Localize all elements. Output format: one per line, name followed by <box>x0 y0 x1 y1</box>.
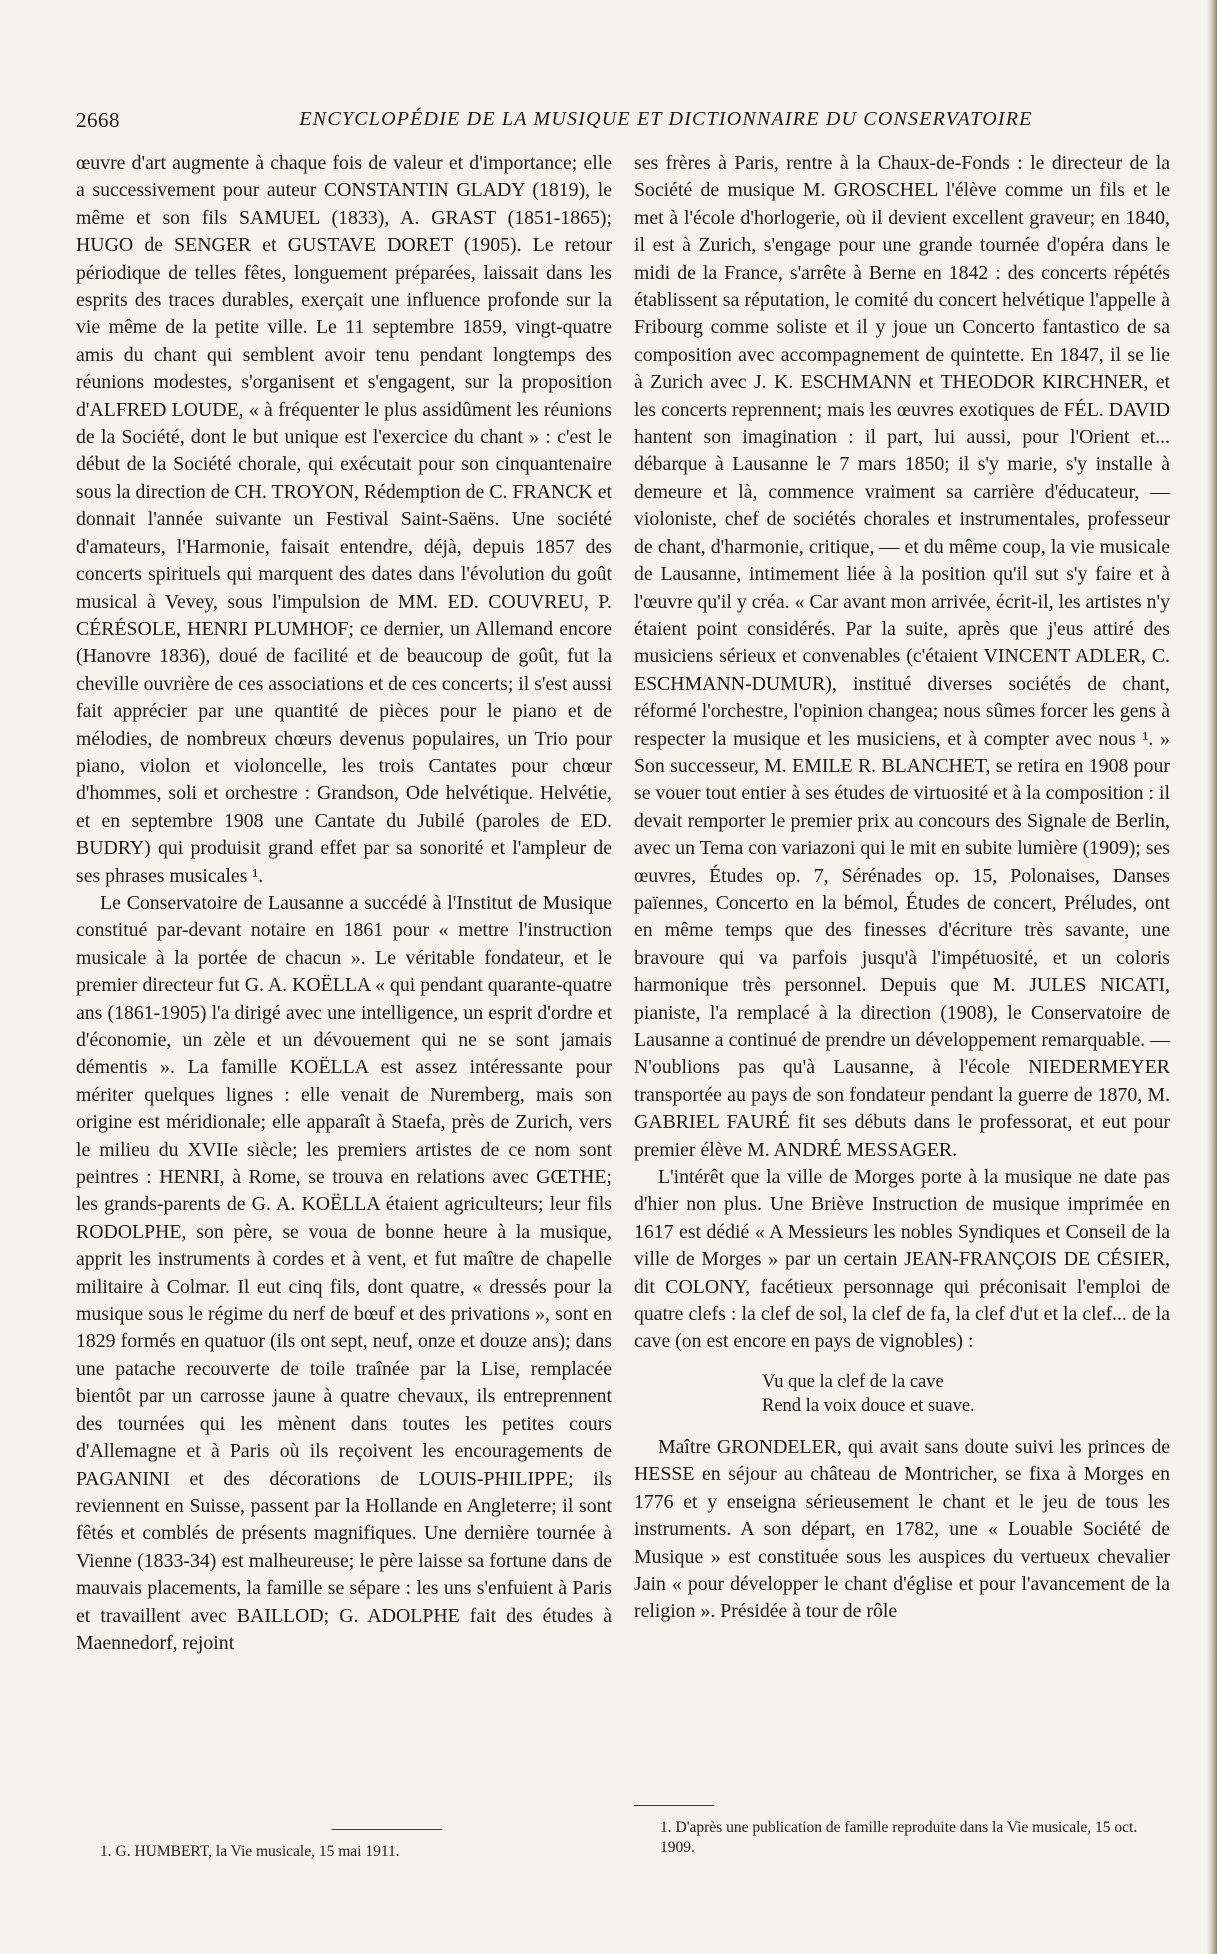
verse-line-1: Vu que la clef de la cave <box>762 1371 944 1392</box>
page-header <box>76 108 1156 138</box>
verse-line-2: Rend la voix douce et suave. <box>762 1395 975 1416</box>
left-paragraph-1: œuvre d'art augmente à chaque fois de valeur et d'importance; elle a successivement pour auteur CONSTANTIN GLADY (1819), le même et son fils SAMUEL (1833), A. GRAST (1851-1865); HUGO de SENGER et GUSTAVE DORET (1905). Le retour périodique de telles fêtes, longuement préparées, laissait dans les esprits des traces durables, exerçait une influence profonde sur la vie même de la petite ville. Le 11 septembre 1859, vingt-quatre amis du chant qui semblent avoir tenu pendant longtemps des réunions modestes, s'organisent et s'engagent, sur la proposition d'ALFRED LOUDE, « à fréquenter le plus assidûment les réunions de la Société, dont le but unique est l'exercice du chant » : c'est le début de la Société chorale, qui exécutait pour son cinquantenaire sous la direction de CH. TROYON, Rédemption de C. FRANCK et donnait l'année suivante un Festival Saint-Saëns. Une société d'amateurs, l'Harmonie, faisait entendre, déjà, depuis 1857 des concerts spirituels qui marquent des dates dans l'évolution du goût musical à Vevey, sous l'impulsion de MM. ED. COUVREU, P. CÉRÉSOLE, HENRI PLUMHOF; ce dernier, un Allemand encore (Hanovre 1836), doué de facilité et de beaucoup de goût, fut la cheville ouvrière de ces associations et de ces concerts; il s'est aussi fait apprécier par une quantité de pièces pour le piano et de mélodies, de nombreux chœurs devenus populaires, un Trio pour piano, violon et violoncelle, les trois Cantates pour chœur d'hommes, soli et orchestre : Grandson, Ode helvétique. Helvétie, et en septembre 1908 une Cantate du Jubilé (paroles de ED. BUDRY) qui produisit grand effet par sa sonorité et l'ampleur de ses phrases musicales ¹. <box>76 152 612 887</box>
footnote-rule-right <box>634 1805 714 1806</box>
right-paragraph-1: ses frères à Paris, rentre à la Chaux-de-Fonds : le directeur de la Société de musique M. GROSCHEL l'élève comme un fils et le met à l'école d'horlogerie, où il devient excellent graveur; en 1840, il est à Zurich, s'engage pour une grande tournée d'opéra dans le midi de la France, s'arrête à Berne en 1842 : des concerts répétés établissent sa réputation, le comité du concert helvétique l'appelle à Fribourg comme soliste et il y joue un Concerto fantastico de sa composition avec accompagnement de quintette. En 1847, il se lie à Zurich avec J. K. ESCHMANN et THEODOR KIRCHNER, et les concerts reprennent; mais les œuvres exotiques de FÉL. DAVID hantent son imagination : il part, lui aussi, pour l'Orient et... débarque à Lausanne le 7 mars 1850; il s'y marie, s'y installe à demeure et là, commence vraiment sa carrière d'éducateur, — violoniste, chef de sociétés chorales et instrumentales, professeur de chant, d'harmonie, critique, — et du même coup, la vie musicale de Lausanne, intimement liée à la position qu'il sut s'y faire et à l'œuvre qu'il y créa. « Car avant mon arrivée, écrit-il, les artistes n'y étaient point considérés. Par la suite, après que j'eus attiré des musiciens sérieux et convenables (c'étaient VINCENT ADLER, C. ESCHMANN-DUMUR), institué diverses sociétés de chant, réformé l'orchestre, l'opinion changea; nous sûmes forcer les gens à respecter la musique et les musiciens, et à compter avec nous ¹. » Son successeur, M. EMILE R. BLANCHET, se retira en 1908 pour se vouer tout entier à ses études de virtuosité et à la composition : il devait remporter le premier prix au concours des Signale de Berlin, avec un Tema con variazoni qui le mit en subite lumière (1909); ses œuvres, Études op. 7, Sérénades op. 15, Polonaises, Danses païennes, Concerto en la bémol, Études de concert, Préludes, ont en même temps que des finesses d'écriture très savante, une bravoure qui va parfois jusqu'à l'impétuosité, et un coloris harmonique très personnel. Depuis que M. JULES NICATI, pianiste, l'a remplacé à la direction (1908), le Conservatoire de Lausanne a continué de prendre un développement remarquable. — N'oublions pas qu'à Lausanne, à l'école NIEDERMEYER transportée au pays de son fondateur pendant la guerre de 1870, M. GABRIEL FAURÉ fit ses débuts dans le professorat, et eut pour premier élève M. ANDRÉ MESSAGER. <box>634 152 1170 1161</box>
running-title: ENCYCLOPÉDIE DE LA MUSIQUE ET DICTIONNAIRE DU CONSERVATOIRE <box>299 108 1033 130</box>
right-paragraph-3: Maître GRONDELER, qui avait sans doute suivi les princes de HESSE en séjour au château de Montricher, se fixa à Morges en 1776 et y enseigna sérieusement le chant et le jeu de tous les instruments. A son départ, en 1782, une « Louable Société de Musique » est constituée sous les auspices du vertueux chevalier Jain « pour développer le chant d'église et pour l'avancement de la religion ». Présidée à tour de rôle <box>634 1435 1170 1623</box>
verse-quote <box>762 1370 1170 1418</box>
footnote-left: 1. G. HUMBERT, la Vie musicale, 15 mai 1911. <box>100 1843 400 1860</box>
right-column <box>634 150 1170 1830</box>
page-number: 2668 <box>76 108 120 132</box>
footnote-right: 1. D'après une publication de famille reproduite dans la Vie musicale, 15 oct. 1909. <box>660 1819 1138 1856</box>
footnote-rule-left <box>332 1829 442 1830</box>
right-paragraph-2: L'intérêt que la ville de Morges porte à la musique ne date pas d'hier non plus. Une Briève Instruction de musique imprimée en 1617 est dédié « A Messieurs les nobles Syndiques et Conseil de la ville de Morges » par un certain JEAN-FRANÇOIS DE CÉSIER, dit COLONY, facétieux personnage qui préconisait l'emploi de quatre clefs : la clef de sol, la clef de fa, la clef d'ut et la clef... de la cave (on est encore en pays de vignobles) : <box>634 1166 1170 1353</box>
left-column <box>76 150 612 1830</box>
left-paragraph-2: Le Conservatoire de Lausanne a succédé à l'Institut de Musique constitué par-devant notaire en 1861 pour « mettre l'instruction musicale à la portée de chacun ». Le véritable fondateur, et le premier directeur fut G. A. KOËLLA « qui pendant quarante-quatre ans (1861-1905) l'a dirigé avec une intelligence, un esprit d'ordre et d'économie, un zèle et un dévouement qui ne se sont jamais démentis ». La famille KOËLLA est assez intéressante pour mériter quelques lignes : elle venait de Nuremberg, mais son origine est méridionale; elle apparaît à Staefa, près de Zurich, vers le milieu du XVIIe siècle; les premiers artistes de ce nom sont peintres : HENRI, à Rome, se trouva en relations avec GŒTHE; les grands-parents de G. A. KOËLLA étaient agriculteurs; leur fils RODOLPHE, son père, se voua de bonne heure à la musique, apprit les instruments à cordes et à vent, et fut maître de chapelle militaire à Colmar. Il eut cinq fils, dont quatre, « dressés pour la musique sous le régime du nerf de bœuf et des privations », sont en 1829 formés en quatuor (ils ont sept, neuf, onze et douze ans); dans une patache recouverte de toile traînée par la Lise, remplacée bientôt par un carrosse jaune à quatre chevaux, ils entreprennent des tournées qui les mènent dans toutes les petites cours d'Allemagne et à Paris où ils reçoivent les encouragements de PAGANINI et des décorations de LOUIS-PHILIPPE; ils reviennent en Suisse, passent par la Hollande en Angleterre; il sont fêtés et comblés de présents magnifiques. Une dernière tournée à Vienne (1833-34) est malheureuse; le père laisse sa fortune dans de mauvais placements, la famille se sépare : les uns s'enfuient à Paris et travaillent avec BAILLOD; G. ADOLPHE fait des études à Maennedorf, rejoint <box>76 891 612 1654</box>
page-edge-shadow <box>1207 0 1217 1954</box>
